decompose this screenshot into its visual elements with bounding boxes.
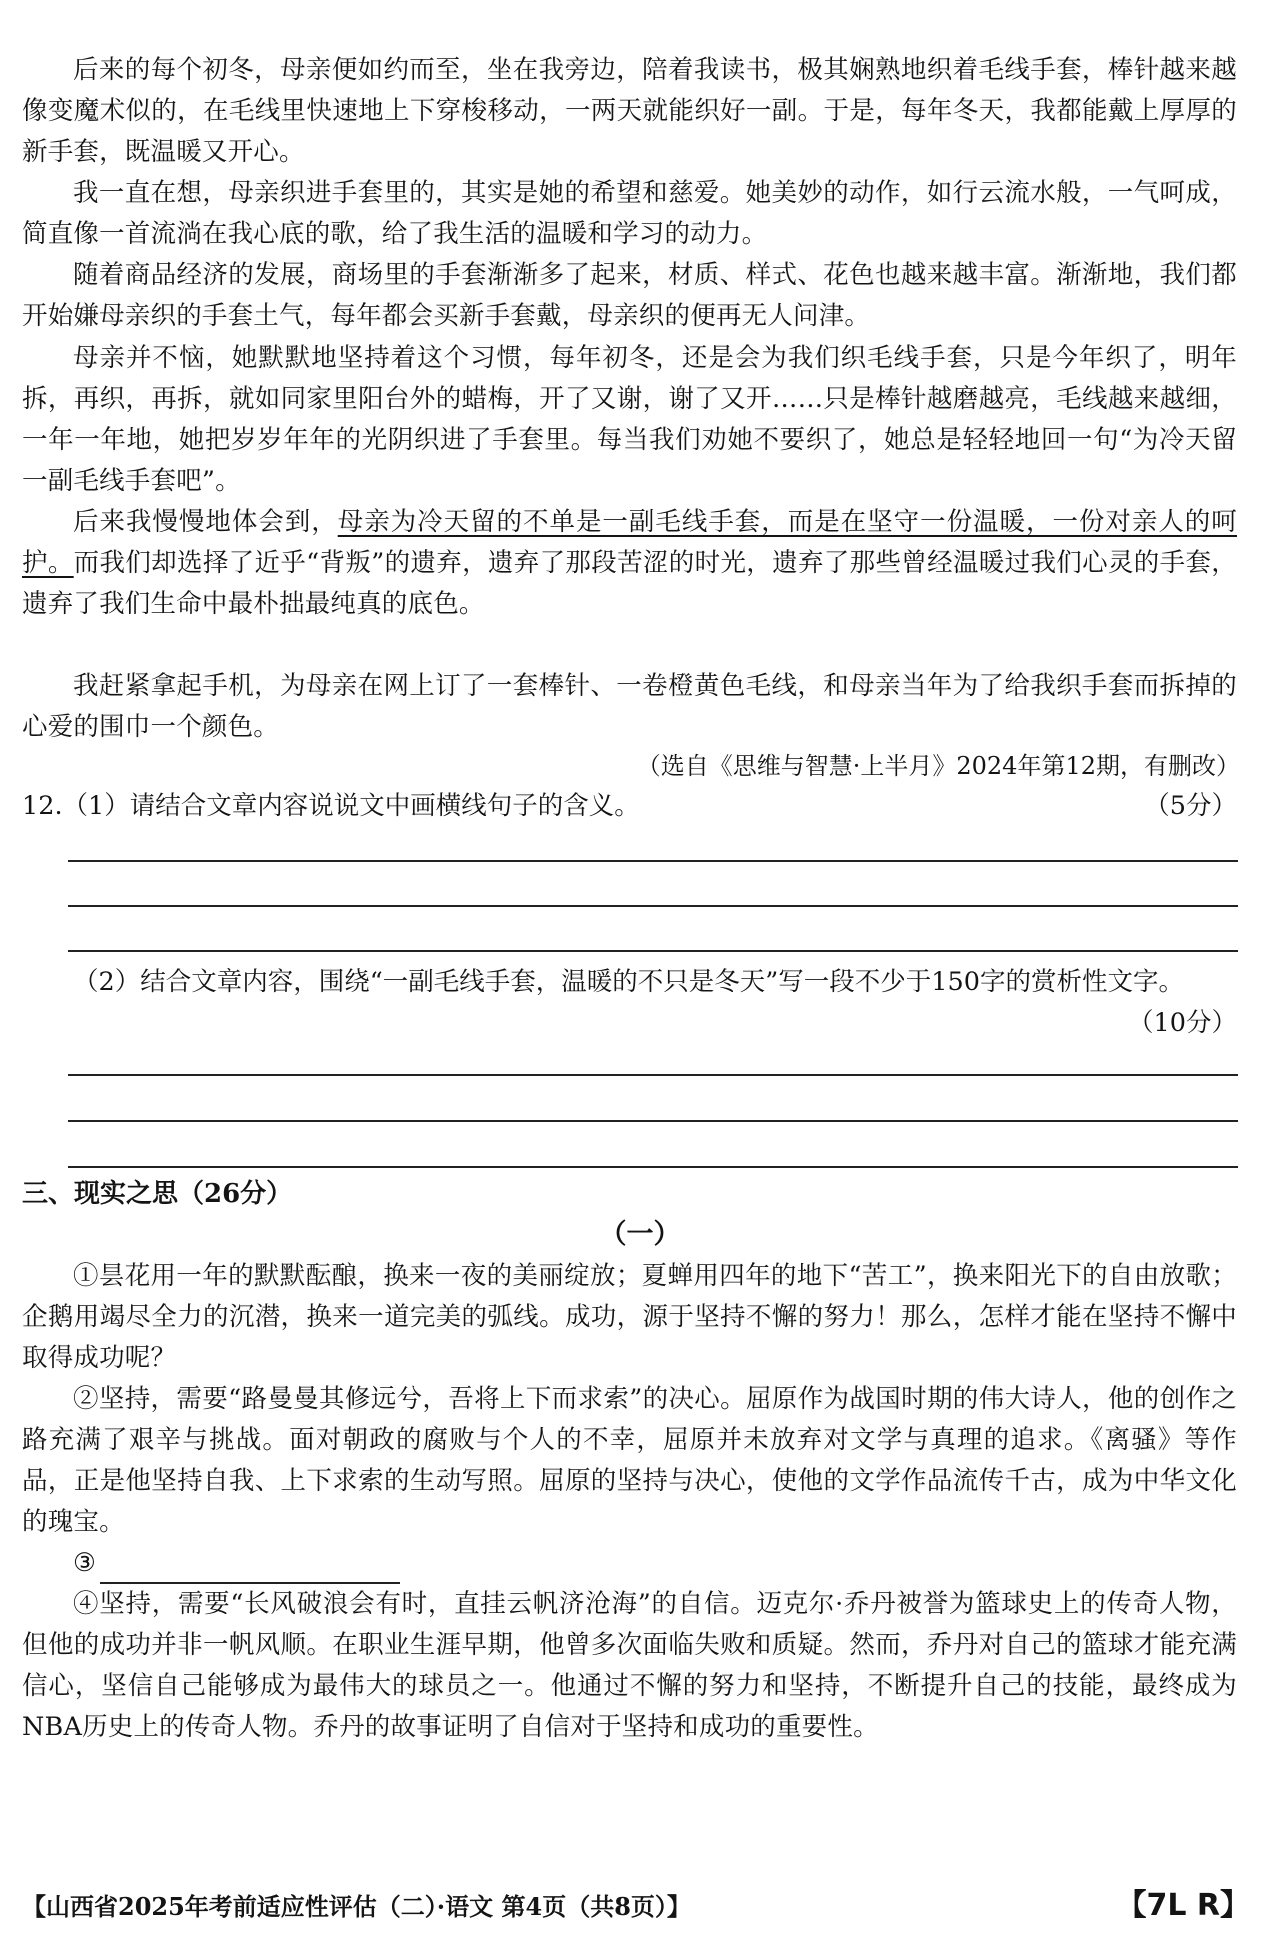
passage-paragraph-6: 我赶紧拿起手机，为母亲在网上订了一套棒针、一卷橙黄色毛线，和母亲当年为了给我织手套而拆掉的心爱的围巾一个颜色。 — [22, 671, 1237, 742]
section-3-heading: 三、现实之思（26分） — [22, 1179, 293, 1209]
source-citation: （选自《思维与智慧·上半月》2024年第12期，有删改） — [636, 752, 1240, 780]
essay-paragraph-3 — [22, 1543, 1237, 1584]
question-12-2-points-row — [22, 1003, 1237, 1044]
passage-paragraph-3: 随着商品经济的发展，商场里的手套渐渐多了起来，材质、样式、花色也越来越丰富。渐渐地，我们都开始嫌母亲织的手套土气，每年都会买新手套戴，母亲织的便再无人问津。 — [22, 260, 1237, 331]
essay-paragraph-4: ④坚持，需要“长风破浪会有时，直挂云帆济沧海”的自信。迈克尔·乔丹被誉为篮球史上的传奇人物，但他的成功并非一帆风顺。在职业生涯早期，他曾多次面临失败和质疑。然而，乔丹对自己的篮球才能充满信心，坚信自己能够成为最伟大的球员之一。他通过不懈的努力和坚持，不断提升自己的技能，最终成为NBA历史上的传奇人物。乔丹的故事证明了自信对于坚持和成功的重要性。 — [22, 1589, 1237, 1742]
answer-line[interactable] — [68, 905, 1238, 907]
paper-code: 【7L R】 — [1116, 1888, 1250, 1923]
paragraph-5-lead: 后来我慢慢地体会到， — [73, 507, 338, 537]
fill-in-blank[interactable] — [100, 1552, 400, 1584]
paragraph-3-marker: ③ — [73, 1548, 97, 1578]
answer-line[interactable] — [68, 950, 1238, 952]
question-12-1 — [22, 786, 1237, 827]
answer-line[interactable] — [68, 1120, 1238, 1122]
paragraph-5-rest: 而我们却选择了近乎“背叛”的遗弃，遗弃了那段苦涩的时光，遗弃了那些曾经温暖过我们心灵的手套，遗弃了我们生命中最朴拙最纯真的底色。 — [22, 548, 1237, 619]
passage-paragraph-2: 我一直在想，母亲织进手套里的，其实是她的希望和慈爱。她美妙的动作，如行云流水般，一气呵成，简直像一首流淌在我心底的歌，给了我生活的温暖和学习的动力。 — [22, 178, 1237, 249]
underlined-sentence: 母亲为冷天留的不单是一副毛线手套，而是在坚守一份温暖，一份对亲人的呵护。 — [22, 507, 1237, 578]
question-12-2-points: （10分） — [1128, 1008, 1237, 1038]
question-12-2 — [22, 962, 1237, 1003]
essay-paragraph-2: ②坚持，需要“路曼曼其修远兮，吾将上下而求索”的决心。屈原作为战国时期的伟大诗人，他的创作之路充满了艰辛与挑战。面对朝政的腐败与个人的不幸，屈原并未放弃对文学与真理的追求。《离骚》等作品，正是他坚持自我、上下求索的生动写照。屈原的坚持与决心，使他的文学作品流传千古，成为中华文化的瑰宝。 — [22, 1384, 1237, 1537]
answer-line[interactable] — [68, 1166, 1238, 1168]
page-footer: 【山西省2025年考前适应性评估（二）·语文 第4页（共8页）】 — [22, 1892, 691, 1921]
question-12-2-text: （2）结合文章内容，围绕“一副毛线手套，温暖的不只是冬天”写一段不少于150字的赏析性文字。 — [73, 967, 1184, 997]
passage-paragraph-4: 母亲并不恼，她默默地坚持着这个习惯，每年初冬，还是会为我们织毛线手套，只是今年织了，明年拆，再织，再拆，就如同家里阳台外的蜡梅，开了又谢，谢了又开……只是棒针越磨越亮，毛线越来越细，一年一年地，她把岁岁年年的光阴织进了手套里。每当我们劝她不要织了，她总是轻轻地回一句“为冷天留一副毛线手套吧”。 — [22, 343, 1237, 496]
answer-line[interactable] — [68, 1074, 1238, 1076]
question-12-1-points: （5分） — [1144, 791, 1237, 821]
essay-paragraph-1: ①昙花用一年的默默酝酿，换来一夜的美丽绽放；夏蝉用四年的地下“苦工”，换来阳光下的自由放歌；企鹅用竭尽全力的沉潜，换来一道完美的弧线。成功，源于坚持不懈的努力！那么，怎样才能在坚持不懈中取得成功呢？ — [22, 1261, 1237, 1373]
passage-paragraph-1: 后来的每个初冬，母亲便如约而至，坐在我旁边，陪着我读书，极其娴熟地织着毛线手套，棒针越来越像变魔术似的，在毛线里快速地上下穿梭移动，一两天就能织好一副。于是，每年冬天，我都能戴上厚厚的新手套，既温暖又开心。 — [22, 55, 1237, 167]
question-12-1-text: 12.（1）请结合文章内容说说文中画横线句子的含义。 — [22, 791, 640, 821]
subsection-heading: （一） — [599, 1219, 681, 1250]
answer-line[interactable] — [68, 860, 1238, 862]
passage-paragraph-5 — [22, 502, 1237, 625]
